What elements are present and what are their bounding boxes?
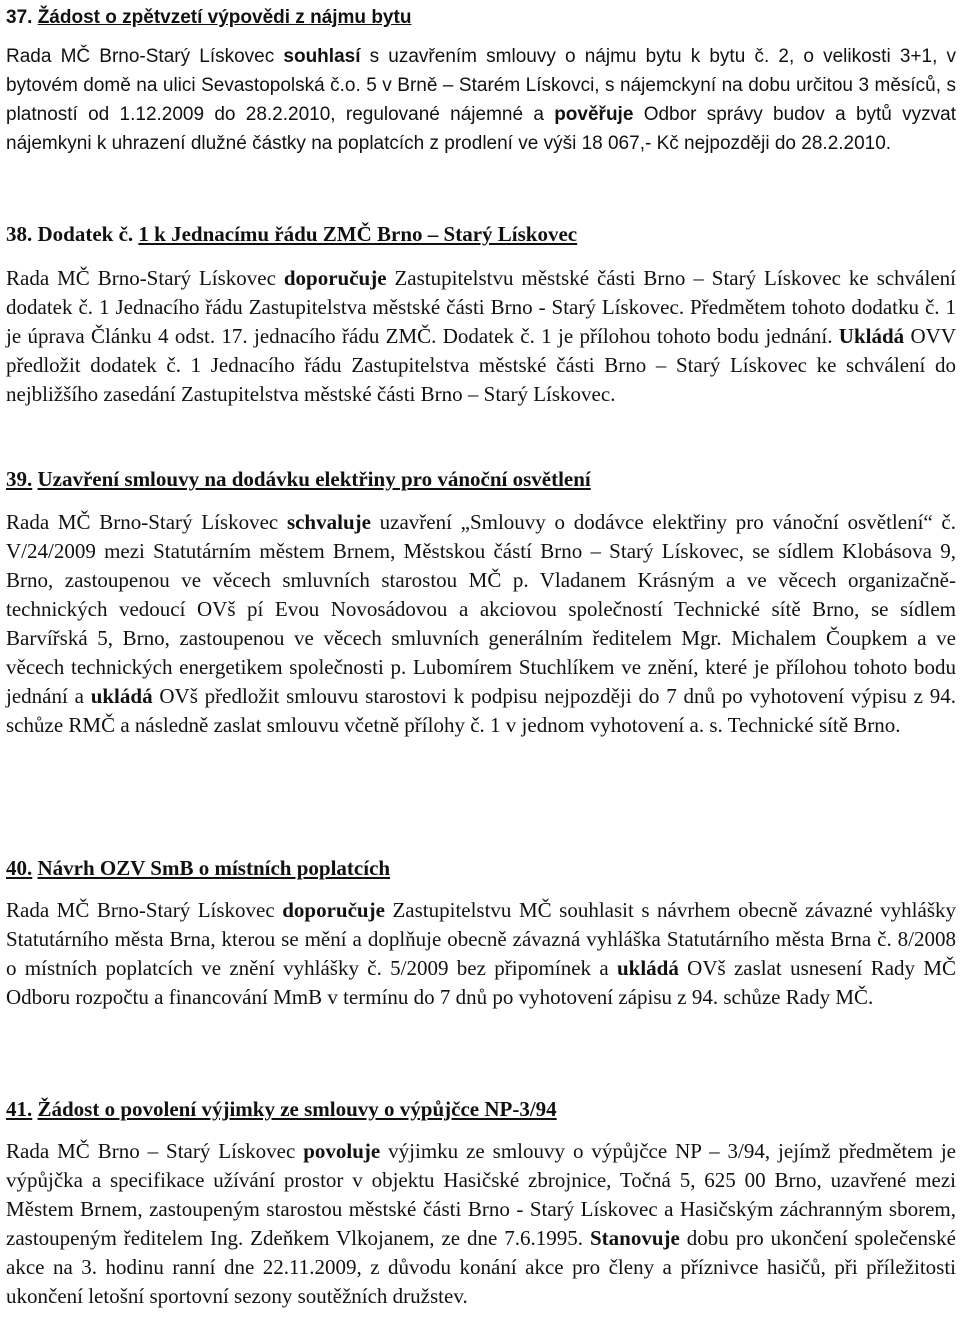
section-39: [6, 467, 956, 491]
section-number: 41.: [6, 1097, 33, 1121]
section-41: [6, 1097, 956, 1121]
section-number: 39.: [6, 467, 33, 491]
section-heading: [6, 6, 956, 30]
section-title: Žádost o zpětvzetí výpovědi z nájmu bytu: [37, 7, 412, 28]
section-body: Rada MČ Brno – Starý Lískovec povoluje výjimku ze smlouvy o výpůjčce NP – 3/94, jejímž předmětem je výpůjčka a specifikace užívání prostor v objektu Hasičské zbrojnice, Točná 5, 625 00 Brno, uzavřené mezi Městem Brnem, zastoupeným starostou městské části Brno - Starý Lískovec a Hasičským záchranným sborem, zastoupeným ředitelem Ing. Zdeňkem Vlkojanem, ze dne 7.6.1995. Stanovuje dobu pro ukončení společenské akce na 3. hodinu ranní dne 22.11.2009, z důvodu konání akce pro členy a příznivce hasičů, při příležitosti ukončení letošní sportovní sezony soutěžních družstev.: [6, 1139, 956, 1308]
section-heading: [6, 856, 956, 880]
section-heading: [6, 222, 956, 246]
section-title: Návrh OZV SmB o místních poplatcích: [37, 856, 391, 880]
section-40: [6, 856, 956, 880]
section-title: Uzavření smlouvy na dodávku elektřiny pro vánoční osvětlení: [37, 467, 591, 491]
section-38: [6, 222, 956, 246]
section-title: Žádost o povolení výjimky ze smlouvy o výpůjčce NP-3/94: [37, 1097, 557, 1121]
section-body: Rada MČ Brno-Starý Lískovec doporučuje Zastupitelstvu městské části Brno – Starý Lískovec ke schválení dodatek č. 1 Jednacího řádu Zastupitelstva městské části Brno - Starý Lískovec. Předmětem tohoto dodatku č. 1 je úprava Článku 4 odst. 17. jednacího řádu ZMČ. Dodatek č. 1 je přílohou tohoto bodu jednání. Ukládá OVV předložit dodatek č. 1 Jednacího řádu Zastupitelstva městské části Brno – Starý Lískovec ke schválení do nejbližšího zasedání Zastupitelstva městské části Brno – Starý Lískovec.: [6, 266, 956, 406]
section-heading: [6, 1097, 956, 1121]
section-heading: [6, 467, 956, 491]
section-number: 38.: [6, 222, 33, 246]
section-body: Rada MČ Brno-Starý Lískovec schvaluje uzavření „Smlouvy o dodávce elektřiny pro vánoční osvětlení“ č. V/24/2009 mezi Statutárním městem Brnem, Městskou částí Brno – Starý Lískovec, se sídlem Klobásova 9, Brno, zastoupenou ve věcech smluvních starostou MČ p. Vladanem Krásným a ve věcech organizačně-technických vedoucí OVš pí Evou Novosádovou a akciovou společností Technické sítě Brno, se sídlem Barvířská 5, Brno, zastoupenou ve věcech smluvních generálním ředitelem Mgr. Michalem Čoupkem a ve věcech technických energetikem společnosti p. Lubomírem Stuchlíkem ve znění, které je přílohou tohoto bodu jednání a ukládá OVš předložit smlouvu starostovi k podpisu nejpozději do 7 dnů po vyhotovení výpisu z 94. schůze RMČ a následně zaslat smlouvu včetně přílohy č. 1 v jednom vyhotovení a. s. Technické sítě Brno.: [6, 510, 956, 737]
section-body: Rada MČ Brno-Starý Lískovec souhlasí s uzavřením smlouvy o nájmu bytu k bytu č. 2, o velikosti 3+1, v bytovém domě na ulici Sevastopolská č.o. 5 v Brně – Starém Lískovci, s nájemckyní na dobu určitou 3 měsíců, s platností od 1.12.2009 do 28.2.2010, regulované nájemné a pověřuje Odbor správy budov a bytů vyzvat nájemkyni k uhrazení dlužné částky na poplatcích z prodlení ve výši 18 067,- Kč nejpozději do 28.2.2010.: [6, 46, 957, 154]
section-title: Dodatek č. 1 k Jednacímu řádu ZMČ Brno – Starý Lískovec: [37, 222, 578, 246]
section-body: Rada MČ Brno-Starý Lískovec doporučuje Zastupitelstvu MČ souhlasit s návrhem obecně závazné vyhlášky Statutárního města Brna, kterou se mění a doplňuje obecně závazná vyhláška Statutárního města Brna č. 8/2008 o místních poplatcích ve znění vyhlášky č. 5/2009 bez připomínek a ukládá OVš zaslat usnesení Rady MČ Odboru rozpočtu a financování MmB v termínu do 7 dnů po vyhotovení zápisu z 94. schůze Rady MČ.: [6, 898, 957, 1009]
section-number: 37.: [6, 7, 33, 28]
section-37: [6, 6, 956, 30]
section-number: 40.: [6, 856, 33, 880]
